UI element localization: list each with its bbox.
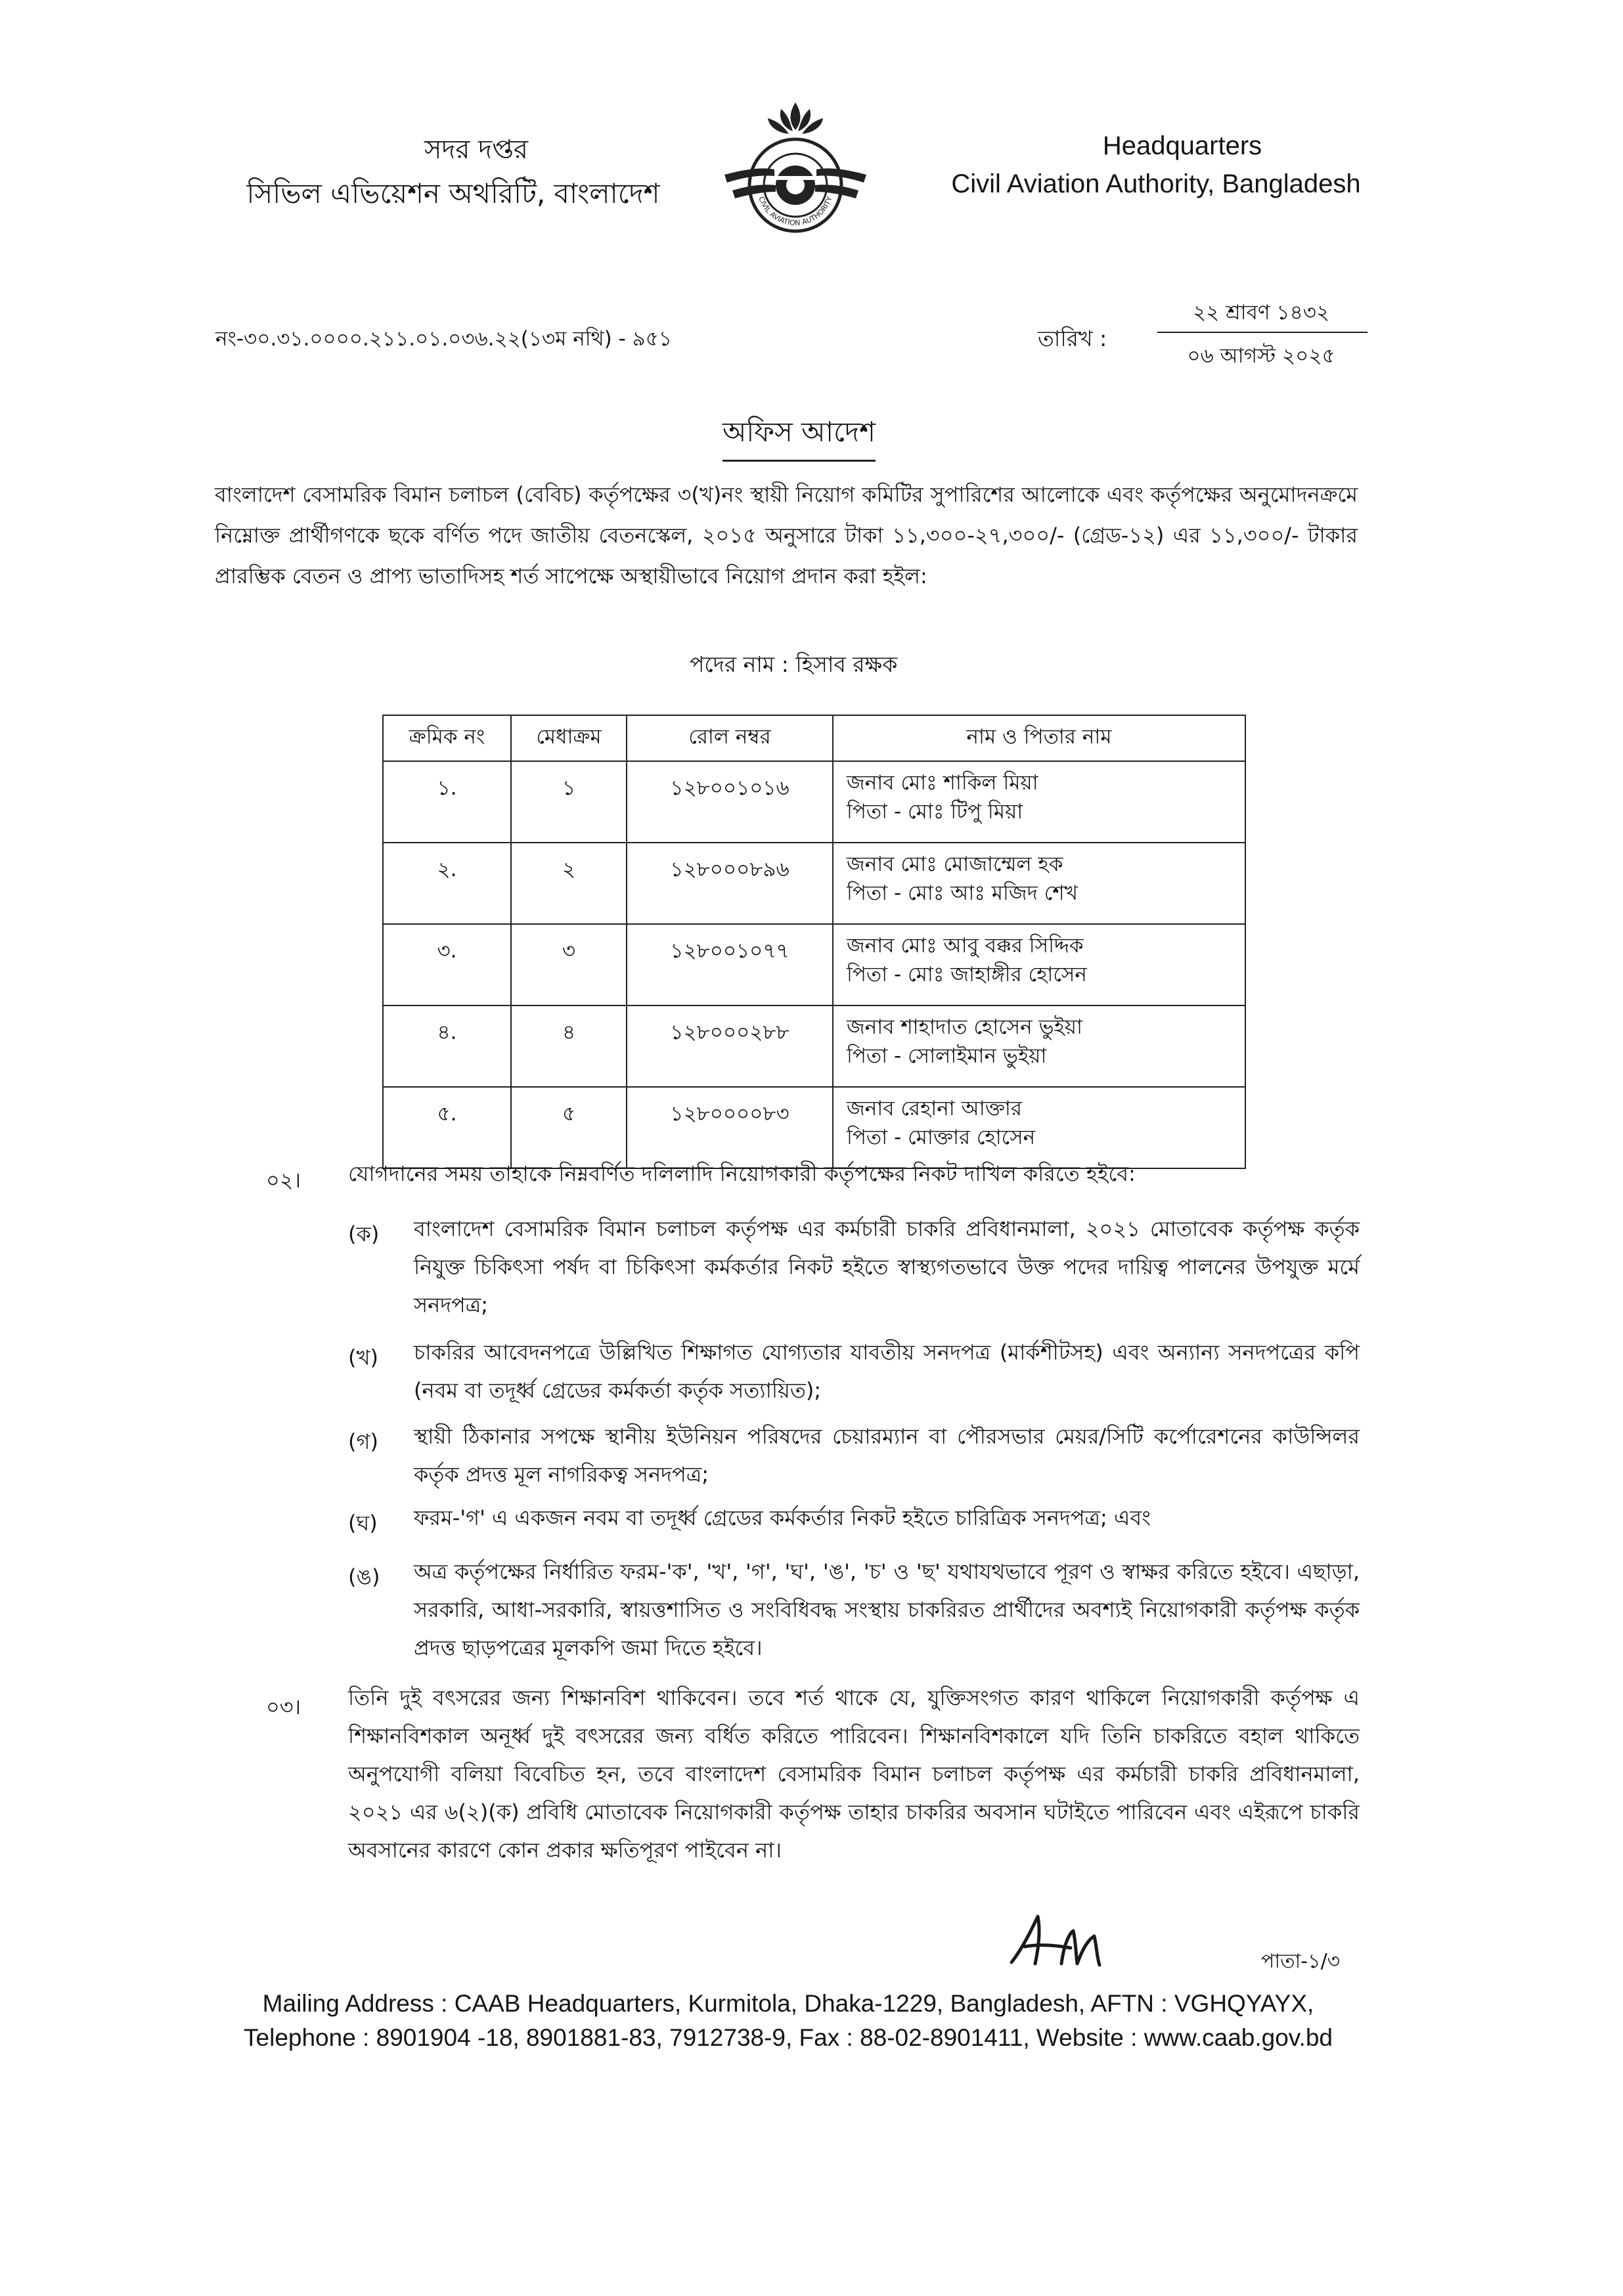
section-2-item-label: (ঙ): [348, 1564, 380, 1589]
date-bangla: ২২ শ্রাবণ ১৪৩২: [1192, 301, 1330, 324]
section-2-item-text: চাকরির আবেদনপত্রে উল্লিখিত শিক্ষাগত যোগ্যতার যাবতীয় সনদপত্র (মার্কশীটসহ) এবং অন্যান্য সনদপত্রের কপি (নবম বা তদূর্ধ্ব গ্রেডের কর্মকর্তা কর্তৃক সত্যায়িত);: [414, 1340, 1360, 1403]
cell-merit: ১: [511, 761, 627, 843]
cell-name: [833, 1087, 1245, 1168]
date-gregorian: ০৬ আগস্ট ২০২৫: [1187, 344, 1335, 368]
table-header-row: [383, 715, 1245, 761]
col-header-name: নাম ও পিতার নাম: [833, 715, 1245, 761]
caab-logo-icon: [718, 99, 873, 256]
father-name: পিতা - মোঃ আঃ মজিদ শেখ: [847, 881, 1078, 905]
cell-serial: ৫.: [383, 1087, 511, 1168]
intro-paragraph: বাংলাদেশ বেসামরিক বিমান চলাচল (বেবিচ) কর্তৃপক্ষের ৩(খ)নং স্থায়ী নিয়োগ কমিটির সুপারিশের আলোকে এবং কর্তৃপক্ষের অনুমোদনক্রমে নিম্নোক্ত প্রার্থীগণকে ছকে বর্ণিত পদে জাতীয় বেতনস্কেল, ২০১৫ অনুসারে টাকা ১১,৩০০-২৭,৩০০/- (গ্রেড-১২) এর ১১,৩০০/- টাকার প্রারম্ভিক বেতন ও প্রাপ্য ভাতাদিসহ শর্ত সাপেক্ষে অস্থায়ীভাবে নিয়োগ প্রদান করা হইল:: [215, 482, 1358, 588]
cell-roll: ১২৮০০০০৮৩: [627, 1087, 833, 1168]
section-3-number: ০৩।: [266, 1694, 301, 1719]
logo-text: CIVIL AVIATION AUTHORITY: [757, 195, 834, 228]
father-name: পিতা - মোঃ টিপু মিয়া: [847, 800, 1023, 824]
memo-number: নং-৩০.৩১.০০০০.২১১.০১.০৩৬.২২(১৩ম নথি) - ৯৫১: [215, 327, 673, 351]
table-row: [383, 843, 1245, 924]
cell-merit: ৪: [511, 1005, 627, 1087]
father-name: পিতা - সোলাইমান ভুইয়া: [847, 1044, 1047, 1068]
cell-roll: ১২৮০০০৮৯৬: [627, 843, 833, 924]
header-bangla-line1: সদর দপ্তর: [424, 135, 529, 165]
section-2-item-label: (ঘ): [348, 1511, 378, 1535]
section-2-item-text: অত্র কর্তৃপক্ষের নির্ধারিত ফরম-'ক', 'খ', 'গ', 'ঘ', 'ঙ', 'চ' ও 'ছ' যথাযথভাবে পূরণ ও স্বাক্ষর করিতে হইবে। এছাড়া, সরকারি, আধা-সরকারি, স্বায়ত্তশাসিত ও সংবিধিবদ্ধ সংস্থায় চাকরিরত প্রার্থীদের অবশ্যই নিয়োগকারী কর্তৃপক্ষ কর্তৃক প্রদত্ত ছাড়পত্রের মূলকপি জমা দিতে হইবে।: [414, 1559, 1360, 1660]
document-title: অফিস আদেশ: [723, 410, 876, 462]
date-label: তারিখ :: [1038, 326, 1107, 351]
cell-name: [833, 924, 1245, 1005]
section-2-text: যোগদানের সময় তাহাকে নিম্নবর্ণিত দলিলাদি নিয়োগকারী কর্তৃপক্ষের নিকট দাখিল করিতে হইবে:: [348, 1161, 1136, 1186]
candidate-name: জনাব মোঃ শাকিল মিয়া: [847, 771, 1038, 795]
cell-name: [833, 843, 1245, 924]
candidate-name: জনাব রেহানা আক্তার: [847, 1097, 1022, 1120]
section-2-item-label: (গ): [348, 1429, 378, 1454]
father-name: পিতা - মোক্তার হোসেন: [847, 1126, 1036, 1149]
candidate-name: জনাব শাহাদাত হোসেন ভুইয়া: [847, 1015, 1082, 1039]
table-row: [383, 1005, 1245, 1087]
father-name: পিতা - মোঃ জাহাঙ্গীর হোসেন: [847, 963, 1087, 986]
section-2-number: ০২।: [266, 1168, 301, 1193]
cell-merit: ৩: [511, 924, 627, 1005]
cell-merit: ২: [511, 843, 627, 924]
table-row: [383, 1087, 1245, 1168]
candidate-name: জনাব মোঃ আবু বক্কর সিদ্দিক: [847, 934, 1084, 958]
cell-serial: ৩.: [383, 924, 511, 1005]
date-divider: [1157, 332, 1367, 333]
candidate-name: জনাব মোঃ মোজাম্মেল হক: [847, 852, 1063, 876]
cell-name: [833, 1005, 1245, 1087]
col-header-roll: রোল নম্বর: [627, 715, 833, 761]
header-bangla-line2: সিভিল এভিয়েশন অথরিটি, বাংলাদেশ: [246, 177, 660, 210]
col-header-merit: মেধাক্রম: [511, 715, 627, 761]
cell-merit: ৫: [511, 1087, 627, 1168]
section-2-item-text: স্থায়ী ঠিকানার সপক্ষে স্থানীয় ইউনিয়ন পরিষদের চেয়ারম্যান বা পৌরসভার মেয়র/সিটি কর্পোরেশনের কাউন্সিলর কর্তৃক প্রদত্ত মূল নাগরিকত্ব সনদপত্র;: [414, 1424, 1360, 1487]
section-3-text: তিনি দুই বৎসরের জন্য শিক্ষানবিশ থাকিবেন। তবে শর্ত থাকে যে, যুক্তিসংগত কারণ থাকিলে নিয়োগকারী কর্তৃপক্ষ এ শিক্ষানবিশকাল অনূর্ধ্ব দুই বৎসরের জন্য বর্ধিত করিতে পারিবেন। শিক্ষানবিশকালে যদি তিনি চাকরিতে বহাল থাকিতে অনুপযোগী বলিয়া বিবেচিত হন, তবে বাংলাদেশ বেসামরিক বিমান চলাচল কর্তৃপক্ষ এর কর্মচারী চাকরি প্রবিধানমালা, ২০২১ এর ৬(২)(ক) প্রবিধি মোতাবেক নিয়োগকারী কর্তৃপক্ষ তাহার চাকরির অবসান ঘটাইতে পারিবেন এবং এইরূপে চাকরি অবসানের কারণে কোন প্রকার ক্ষতিপূরণ পাইবেন না।: [348, 1685, 1360, 1863]
section-2-item-label: (ক): [348, 1222, 380, 1247]
section-2-item-label: (খ): [348, 1345, 378, 1370]
post-name: পদের নাম : হিসাব রক্ষক: [690, 651, 898, 677]
page-number: পাতা-১/৩: [1261, 1950, 1341, 1973]
cell-roll: ১২৮০০১০১৬: [627, 761, 833, 843]
cell-serial: ১.: [383, 761, 511, 843]
header-english-line1: Headquarters: [1102, 131, 1262, 160]
cell-roll: ১২৮০০১০৭৭: [627, 924, 833, 1005]
footer-contact: Telephone : 8901904 -18, 8901881-83, 7912738-9, Fax : 88-02-8901411, Website : www.caab.gov.bd: [244, 2024, 1333, 2051]
header-english-line2: Civil Aviation Authority, Bangladesh: [951, 169, 1361, 198]
appointees-table: [382, 715, 1246, 1169]
cell-roll: ১২৮০০০২৮৮: [627, 1005, 833, 1087]
table-row: [383, 924, 1245, 1005]
footer-mailing-address: Mailing Address : CAAB Headquarters, Kurmitola, Dhaka-1229, Bangladesh, AFTN : VGHQYAYX,: [262, 1990, 1314, 2017]
cell-serial: ৪.: [383, 1005, 511, 1087]
section-2-item-text: ফরম-'গ' এ একজন নবম বা তদূর্ধ্ব গ্রেডের কর্মকর্তার নিকট হইতে চারিত্রিক সনদপত্র; এবং: [414, 1505, 1151, 1530]
col-header-serial: ক্রমিক নং: [383, 715, 511, 761]
cell-serial: ২.: [383, 843, 511, 924]
section-2-item-text: বাংলাদেশ বেসামরিক বিমান চলাচল কর্তৃপক্ষ এর কর্মচারী চাকরি প্রবিধানমালা, ২০২১ মোতাবেক কর্তৃপক্ষ কর্তৃক নিযুক্ত চিকিৎসা পর্ষদ বা চিকিৎসা কর্মকর্তার নিকট হইতে স্বাস্থ্যগতভাবে উক্ত পদের দায়িত্ব পালনের উপযুক্ত মর্মে সনদপত্র;: [414, 1216, 1360, 1317]
table-row: [383, 761, 1245, 843]
signature-icon: [998, 1905, 1130, 1977]
cell-name: [833, 761, 1245, 843]
